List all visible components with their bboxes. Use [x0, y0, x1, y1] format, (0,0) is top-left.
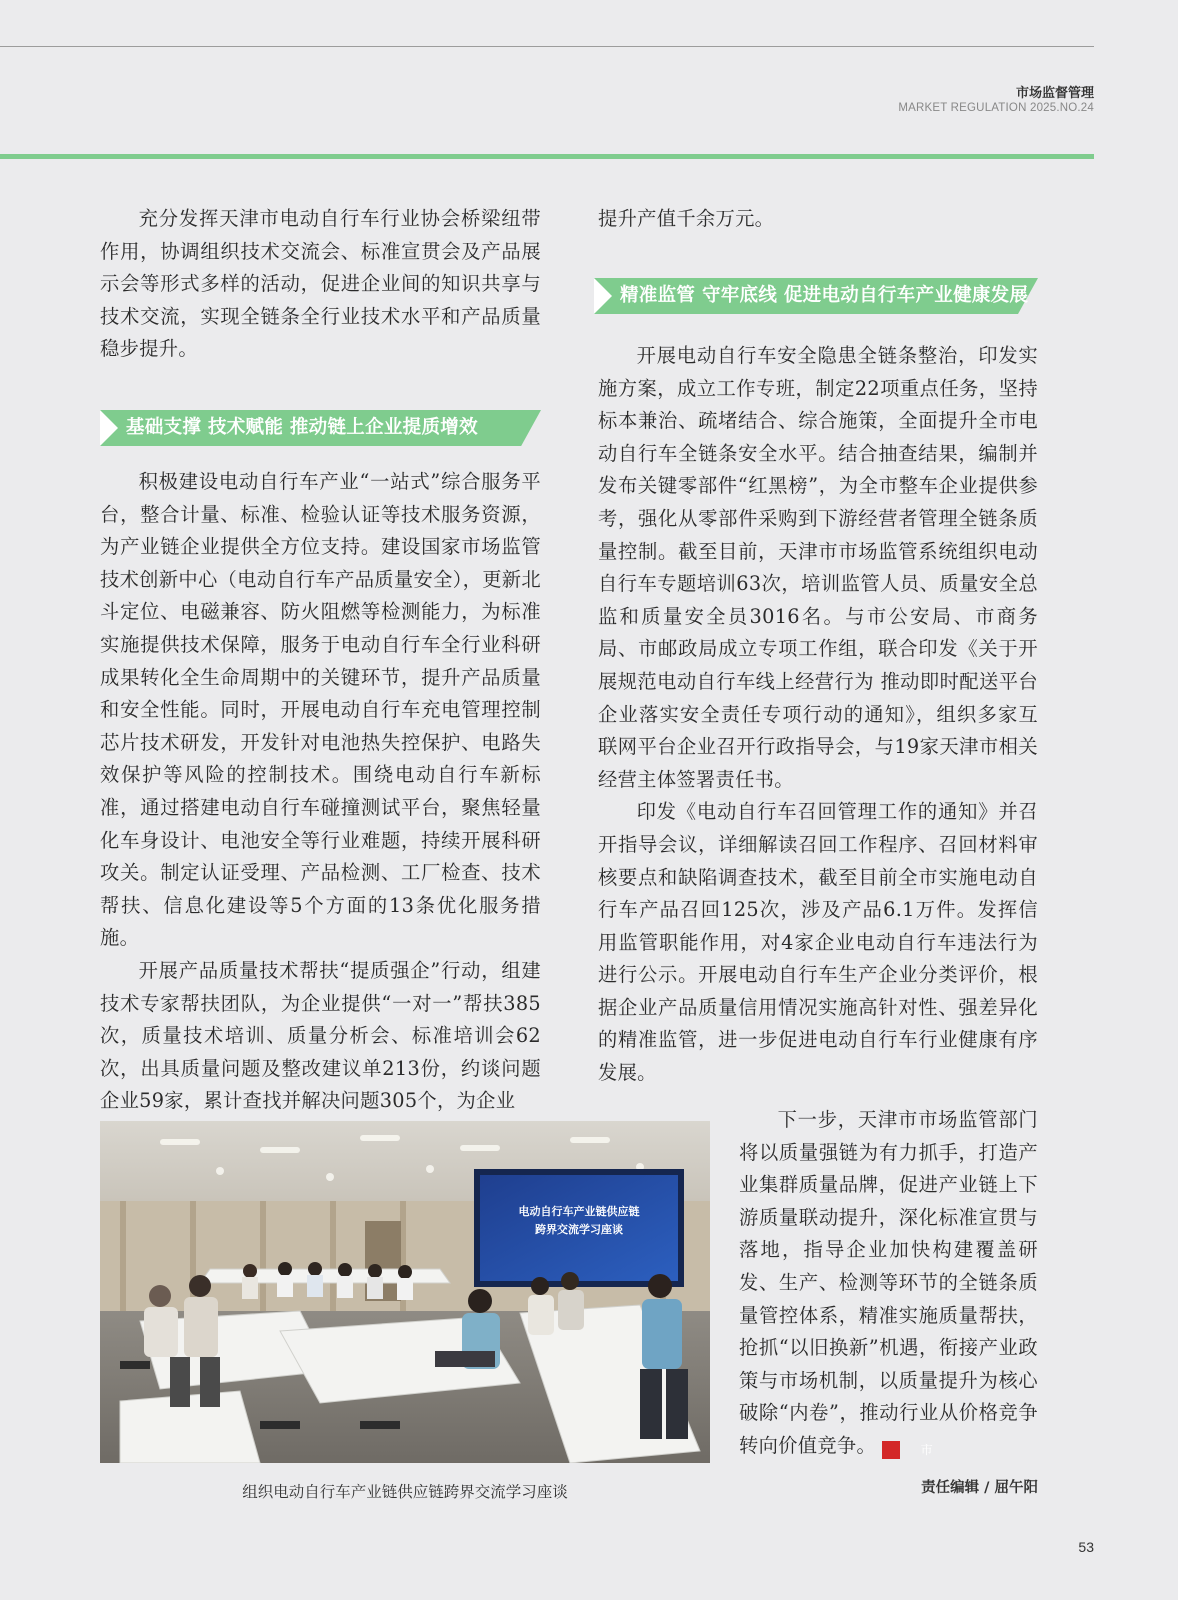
responsible-editor: 责任编辑 / 屈午阳 — [921, 1480, 1038, 1496]
closing-text: 下一步，天津市市场监管部门将以质量强链为有力抓手，打造产业集群质量品牌，促进产业链上下游质量联动提升，深化标准宣贯与落地，指导企业加快构建覆盖研发、生产、检测等环节的全链条质量管控体系，精准实施质量帮扶，抢抓“以旧换新”机遇，衔接产业政策与市场机制，以质量提升为核心破除“内卷”，推动行业从价格竞争转向价值竞争。 — [739, 1108, 1038, 1457]
meeting-photo — [100, 1121, 710, 1463]
left-column-body — [100, 466, 541, 1118]
header-accent-bar — [0, 154, 1094, 159]
section-heading-text: 精准监管 守牢底线 促进电动自行车产业健康发展 — [620, 285, 1029, 306]
right-column-body — [598, 340, 1038, 1090]
paragraph: 印发《电动自行车召回管理工作的通知》并召开指导会议，详细解读召回工作程序、召回材料审核要点和缺陷调查技术，截至目前全市实施电动自行车产品召回125次，涉及产品6.1万件。发挥信用监管职能作用，对4家企业电动自行车违法行为进行公示。开展电动自行车生产企业分类评价，根据企业产品质量信用情况实施高针对性、强差异化的精准监管，进一步促进电动自行车行业健康有序发展。 — [598, 800, 1038, 1085]
section-heading-2 — [594, 278, 1038, 314]
right-column-closing — [739, 1104, 1038, 1463]
paragraph: 积极建设电动自行车产业“一站式”综合服务平台，整合计量、标准、检验认证等技术服务资源，为产业链企业提供全方位支持。建设国家市场监管技术创新中心（电动自行车产品质量安全），更新北斗定位、电磁兼容、防火阻燃等检测能力，为标准实施提供技术保障，服务于电动自行车全行业科研成果转化全生命周期中的关键环节，提升产品质量和安全性能。同时，开展电动自行车充电管理控制芯片技术研发，开发针对电池热失控保护、电路失效保护等风险的控制技术。围绕电动自行车新标准，通过搭建电动自行车碰撞测试平台，聚焦轻量化车身设计、电池安全等行业难题，持续开展科研攻关。制定认证受理、产品检测、工厂检查、技术帮扶、信息化建设等5个方面的13条优化服务措施。 — [100, 470, 541, 950]
paragraph: 充分发挥天津市电动自行车行业协会桥梁纽带作用，协调组织技术交流会、标准宣贯会及产品展示会等形式多样的活动，促进企业间的知识共享与技术交流，实现全链条全行业技术水平和产品质量稳步提升。 — [100, 207, 541, 361]
paragraph: 开展产品质量技术帮扶“提质强企”行动，组建技术专家帮扶团队，为企业提供“一对一”帮扶385次，质量技术培训、质量分析会、标准培训会62次，出具质量问题及整改建议单213份，约谈问题企业59家，累计查找并解决问题305个，为企业 — [100, 958, 541, 1113]
magazine-issue: MARKET REGULATION 2025.NO.24 — [898, 102, 1094, 114]
article-end-icon: 市 — [882, 1441, 900, 1459]
header-rule — [0, 46, 1094, 47]
paragraph: 提升产值千余万元。 — [598, 207, 775, 230]
section-heading-1 — [100, 410, 541, 446]
left-column — [100, 203, 541, 366]
paragraph: 开展电动自行车安全隐患全链条整治，印发实施方案，成立工作专班，制定22项重点任务，坚持标本兼治、疏堵结合、综合施策，全面提升全市电动自行车全链条安全水平。结合抽查结果，编制并发布关键零部件“红黑榜”，为全市整车企业提供参考，强化从零部件采购到下游经营者管理全链条质量控制。截至目前，天津市市场监管系统组织电动自行车专题培训63次，培训监管人员、质量安全总监和质量安全员3016名。与市公安局、市商务局、市邮政局成立专项工作组，联合印发《关于开展规范电动自行车线上经营行为 推动即时配送平台企业落实安全责任专项行动的通知》，组织多家互联网平台企业召开行政指导会，与19家天津市相关经营主体签署责任书。 — [598, 344, 1038, 791]
screen-title-line2: 跨界交流学习座谈 — [535, 1223, 623, 1236]
page-number: 53 — [1078, 1539, 1094, 1555]
right-column-top — [598, 203, 1038, 236]
paragraph — [739, 1104, 1038, 1463]
screen-title-line1: 电动自行车产业链供应链 — [518, 1205, 640, 1218]
meeting-photo-illustration — [100, 1121, 710, 1463]
magazine-title: 市场监督管理 — [1015, 86, 1094, 101]
photo-caption: 组织电动自行车产业链供应链跨界交流学习座谈 — [242, 1483, 568, 1501]
section-heading-text: 基础支撑 技术赋能 推动链上企业提质增效 — [126, 417, 478, 438]
